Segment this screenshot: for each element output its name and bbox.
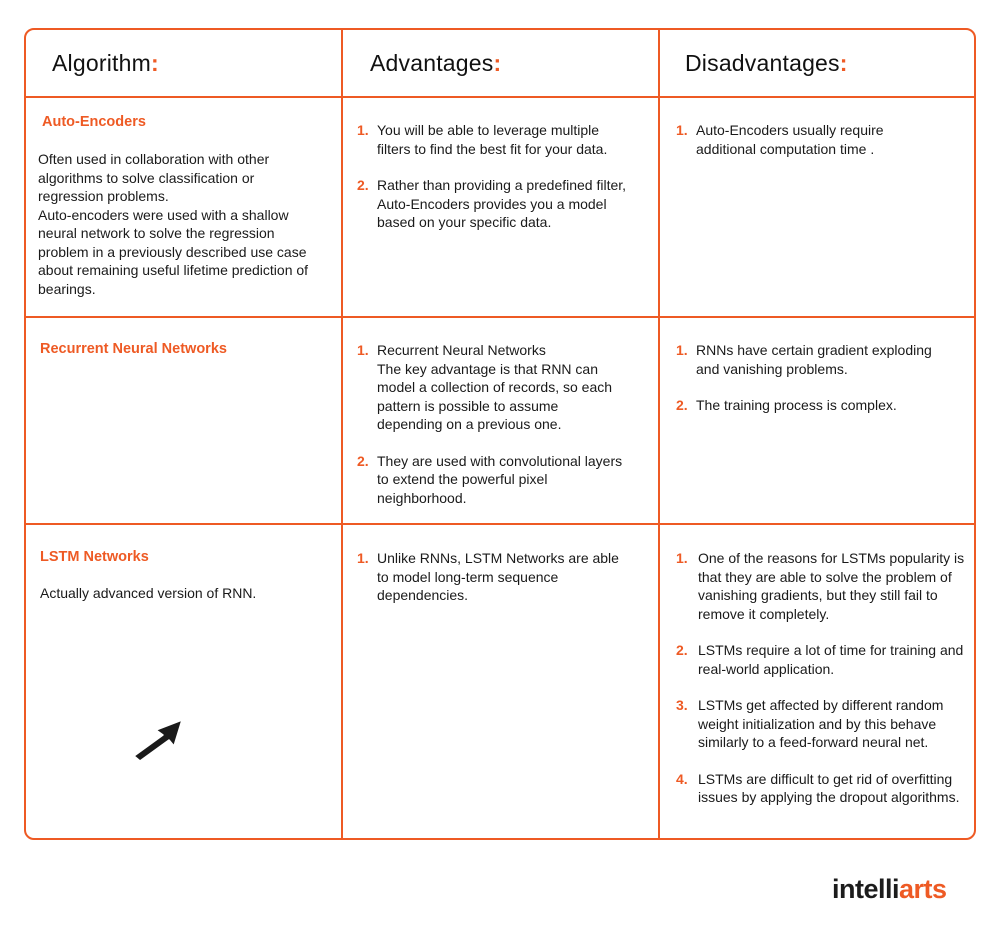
header-algorithm: Algorithm: (52, 50, 159, 76)
list-item: 1. You will be able to leverage multiple filters to find the best fit for your data. (357, 122, 608, 157)
list-item: 2. Rather than providing a predefined filter, Auto-Encoders provides you a model based on your specific data. (357, 177, 627, 230)
disadvantages-list (676, 341, 946, 433)
list-item: 1. RNNs have certain gradient exploding and vanishing problems. (676, 342, 932, 377)
algorithm-description: Actually advanced version of RNN. (40, 585, 257, 601)
list-item: 1. One of the reasons for LSTMs popularity is that they are able to solve the problem of vanishing gradients, but they still fail to remove it completely. (676, 550, 965, 622)
list-item: 1. Recurrent Neural Networks The key advantage is that RNN can model a collection of records, so each pattern is possible to assume depending on a previous one. (357, 342, 613, 432)
list-item: 1. Unlike RNNs, LSTM Networks are able to model long-term sequence dependencies. (357, 550, 619, 603)
row-divider (26, 316, 974, 318)
header-disadvantages: Disadvantages: (685, 50, 848, 76)
algorithm-title: Auto-Encoders (42, 114, 146, 130)
advantages-list (357, 341, 627, 525)
row-divider (26, 96, 974, 98)
list-item: 2. They are used with convolutional layers to extend the powerful pixel neighborhood. (357, 452, 623, 506)
list-item: 2. The training process is complex. (676, 397, 897, 413)
list-item: 4. LSTMs are difficult to get rid of overfitting issues by applying the dropout algorithms. (676, 770, 960, 805)
header-advantages: Advantages: (370, 50, 502, 76)
intelliarts-logo: intelliarts (832, 874, 947, 904)
disadvantages-list (676, 549, 966, 825)
algorithm-title: Recurrent Neural Networks (40, 341, 227, 357)
list-item: 2. LSTMs require a lot of time for training and real-world application. (676, 642, 964, 677)
advantages-list (357, 549, 627, 623)
list-item: 1. Auto-Encoders usually require additional computation time . (676, 122, 884, 157)
column-divider (658, 30, 660, 838)
advantages-list (357, 121, 627, 250)
cursor-arrow-icon (130, 718, 184, 762)
list-item: 3. LSTMs get affected by different random weight initialization and by this behave similarly to a feed-forward neural net. (676, 697, 944, 750)
algorithm-title: LSTM Networks (40, 549, 149, 565)
disadvantages-list (676, 121, 946, 176)
algorithm-description: Often used in collaboration with other algorithms to solve classification or regression problems. Auto-encoders were used with a shallow neural network to solve the regression problem in a previously described use case about remaining useful lifetime prediction of bearings. (38, 151, 309, 297)
column-divider (341, 30, 343, 838)
